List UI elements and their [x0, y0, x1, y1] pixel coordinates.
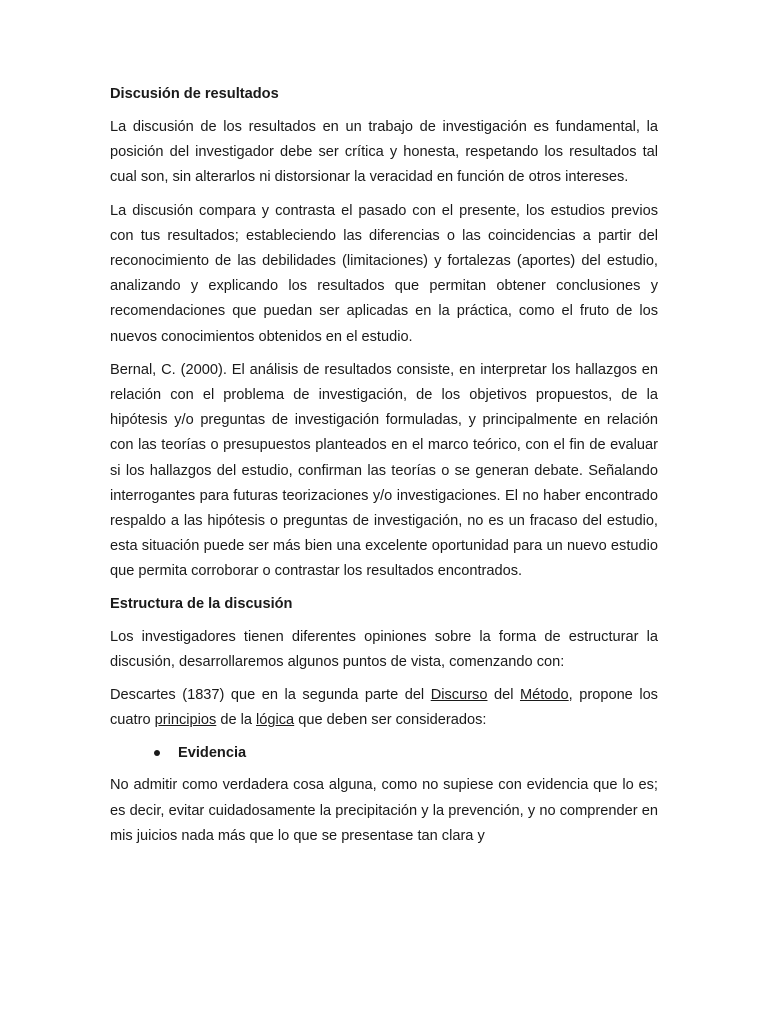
link-metodo[interactable]: Método: [519, 687, 569, 704]
bullet-dot-icon: [154, 750, 160, 756]
link-principios[interactable]: principios: [154, 712, 217, 729]
descartes-text-part-4: de la: [216, 712, 257, 729]
descartes-text-part-5: que deben ser considerados:: [294, 712, 487, 729]
paragraph-evidencia-description: No admitir como verdadera cosa alguna, como no supiese con evidencia que lo es; es decir, evitar cuidadosamente la precipitación y la prevención, y no comprender en mis juicios nada más que lo que se presentase tan clara y: [110, 777, 658, 844]
paragraph-compare-and-contrast: La discusión compara y contrasta el pasado con el presente, los estudios previos con tus resultados; estableciendo las diferencias o las coincidencias a partir del reconocimiento de las debilidades (limitaciones) y fortalezas (aportes) del estudio, analizando y explicando los resultados que permitan obtener conclusiones y recomendaciones que puedan ser aplicadas en la práctica, como el fruto de los nuevos conocimientos obtenidos en el estudio.: [110, 202, 658, 345]
link-discurso[interactable]: Discurso: [430, 687, 488, 704]
bullet-item-evidencia: [110, 741, 658, 765]
link-logica[interactable]: lógica: [256, 712, 295, 729]
descartes-text-part-1: Descartes (1837) que en la segunda parte del: [110, 687, 431, 704]
section-heading-discusion-de-resultados: Discusión de resultados: [110, 86, 279, 102]
paragraph-descartes: [110, 683, 658, 733]
paragraph-researcher-opinions: Los investigadores tienen diferentes opiniones sobre la forma de estructurar la discusión, desarrollaremos algunos puntos de vista, comenzando con:: [110, 628, 658, 670]
document-page: [110, 83, 658, 857]
paragraph-bernal-citation: Bernal, C. (2000). El análisis de resultados consiste, en interpretar los hallazgos en relación con el problema de investigación, de los objetivos propuestos, de la hipótesis y/o preguntas de investigación formuladas, y principalmente en relación con las teorías o presupuestos planteados en el marco teórico, con el fin de evaluar si los hallazgos del estudio, confirman las teorías o se generan debate. Señalando interrogantes para futuras teorizaciones y/o investigaciones. El no haber encontrado respaldo a las hipótesis o preguntas de investigación, no es un fracaso del estudio, esta situación puede ser más bien una excelente oportunidad para un nuevo estudio que permita corroborar o contrastar los resultados encontrados.: [110, 361, 658, 580]
paragraph-importance-of-discussion: La discusión de los resultados en un trabajo de investigación es fundamental, la posición del investigador debe ser crítica y honesta, respetando los resultados tal cual son, sin alterarlos ni distorsionar la veracidad en función de otros intereses.: [110, 119, 658, 186]
bullet-label: Evidencia: [178, 745, 247, 762]
descartes-text-part-2: del: [487, 687, 520, 704]
section-heading-estructura-de-la-discusion: Estructura de la discusión: [110, 595, 293, 612]
descartes-text-part-3: , propone los cuatro: [110, 687, 658, 729]
